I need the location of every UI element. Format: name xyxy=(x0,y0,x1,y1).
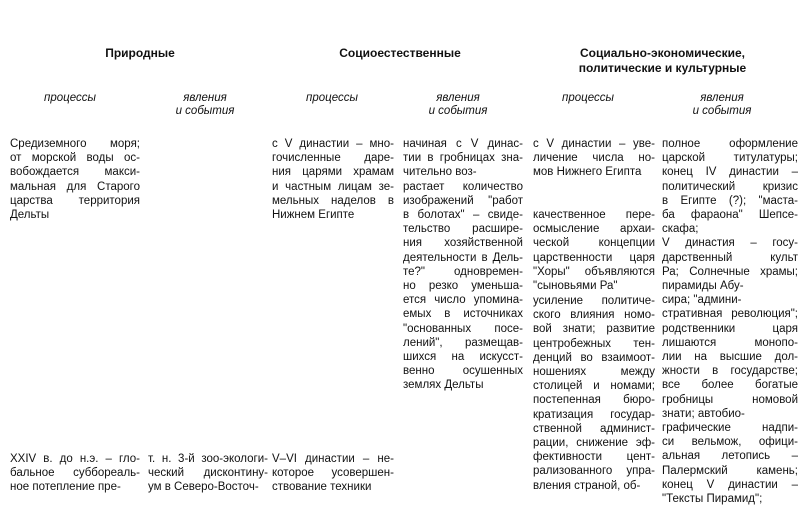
text-line: ствование техники xyxy=(272,481,372,494)
text-line: ческой концепции xyxy=(533,237,655,250)
subheader-processes-2: процессы xyxy=(306,92,358,104)
subheader-processes-1: процессы xyxy=(44,92,96,104)
text-line: рации, снижение эф- xyxy=(533,437,655,449)
text-line: ношениях между xyxy=(533,366,655,378)
text-line: с V династии – мно- xyxy=(272,138,394,150)
text-line: ческий дисконтину- xyxy=(148,467,268,480)
text-line: венно осушенных xyxy=(403,365,523,378)
text-line: но резко уменьша- xyxy=(403,280,523,292)
text-line: жности в государстве; xyxy=(662,365,798,378)
text-line: "сыновьями Ра" xyxy=(533,280,618,292)
header-socio: Социоестественные xyxy=(339,46,461,60)
subheader-processes-3: процессы xyxy=(562,92,614,104)
text-line: ния хозяйственной xyxy=(403,237,523,250)
text-line: политический кризис xyxy=(662,180,798,193)
header-nature: Природные xyxy=(105,46,175,60)
text-line: те?" одновремен- xyxy=(403,265,523,278)
text-line: мальная для Старого xyxy=(10,180,140,193)
text-line: "Тексты Пирамид"; xyxy=(662,493,763,505)
text-line: от морской воды ос- xyxy=(10,152,140,165)
text-line: гробницы номовой xyxy=(662,393,798,406)
text-line: в Египте (?); "маста- xyxy=(662,194,798,207)
text-line: ния царями храмам xyxy=(272,166,394,179)
text-line: дарственный культ xyxy=(662,251,798,264)
text-line: альная летопись – xyxy=(662,450,798,463)
text-line: фективности цент- xyxy=(533,451,655,464)
subheader-phenomena-2a: явления xyxy=(436,92,480,104)
header-socioeco-line1: Социально-экономические, xyxy=(579,46,746,60)
text-line: в болотах" – свиде- xyxy=(403,209,523,221)
text-line: родственники царя xyxy=(662,322,798,335)
text-line: бальное суббореаль- xyxy=(10,467,140,480)
subheader-phenomena-1b: и события xyxy=(175,105,235,117)
text-line: "Хоры" объявляются xyxy=(533,265,655,278)
text-line: конец V династии – xyxy=(662,478,798,491)
text-line: Ра; Солнечные храмы; xyxy=(662,265,798,278)
text-line: мов Нижнего Египта xyxy=(533,166,642,179)
text-line: Дельты xyxy=(10,209,50,221)
text-line: гочисленные даре- xyxy=(272,152,394,165)
text-line: V династия – госу- xyxy=(662,237,798,250)
text-line: "основанных посе- xyxy=(403,322,523,335)
text-line: рализованного упра- xyxy=(533,465,655,478)
text-line: изображений "работ xyxy=(403,194,523,207)
text-line: столицей и номами; xyxy=(533,380,655,393)
subheader-phenomena-1a: явления xyxy=(183,92,227,104)
text-line: мельных наделов в xyxy=(272,194,394,207)
text-line: пирамиды Абу- xyxy=(662,280,744,292)
text-line: лений", размещав- xyxy=(403,336,523,349)
text-line: конец IV династии – xyxy=(662,166,798,179)
text-line: денций во взаимоот- xyxy=(533,351,655,364)
text-line: знати; автобио- xyxy=(662,407,745,420)
text-line: все более богатые xyxy=(662,379,798,392)
text-line: т. н. 3-й зоо-экологи- xyxy=(148,453,268,465)
text-line: царской титулатуры; xyxy=(662,152,798,165)
text-line: V–VI династии – не- xyxy=(272,453,394,465)
text-line: ное потепление пре- xyxy=(10,481,121,494)
text-line: личение числа но- xyxy=(533,152,655,165)
text-line: ственной админист- xyxy=(533,422,655,435)
text-line: Палермский камень; xyxy=(662,464,798,477)
text-line: графические надпи- xyxy=(662,422,798,434)
text-line: ум в Северо-Восточ- xyxy=(148,481,259,494)
text-line: начиная с V динас- xyxy=(403,138,523,150)
subheader-phenomena-2b: и события xyxy=(428,105,488,117)
text-line: и частным лицам зе- xyxy=(272,180,394,193)
text-line: кратизация государ- xyxy=(533,408,655,421)
text-line: качественное пере- xyxy=(533,209,655,221)
text-line: тельство расшире- xyxy=(403,223,523,236)
text-line: землях Дельты xyxy=(403,379,484,392)
text-line: вой знати; развитие xyxy=(533,323,655,336)
text-line: полное оформление xyxy=(662,138,798,150)
text-line: постепенная бюро- xyxy=(533,394,655,407)
text-line: которое усовершен- xyxy=(272,467,394,480)
text-line: скафа; xyxy=(662,223,699,236)
text-line: Средиземного моря; xyxy=(10,138,140,150)
text-line: чительно воз- xyxy=(403,166,477,179)
text-line: деятельности в Дель- xyxy=(403,251,523,264)
text-line: с V династии – уве- xyxy=(533,138,655,150)
text-line: стративная революция"; xyxy=(662,308,798,321)
text-line: усиление политиче- xyxy=(533,295,655,307)
text-line: растает количество xyxy=(403,180,523,193)
subheader-phenomena-3a: явления xyxy=(700,92,744,104)
text-line: вобождается макси- xyxy=(10,166,140,179)
subheader-phenomena-3b: и события xyxy=(692,105,752,117)
text-line: Нижнем Египте xyxy=(272,209,355,221)
text-line: царства территория xyxy=(10,194,140,207)
text-line: царственности царя xyxy=(533,251,655,264)
text-line: тии в гробницах зна- xyxy=(403,152,523,165)
text-line: ба фараона" Шепсе- xyxy=(662,209,798,221)
text-line: ского влияния номо- xyxy=(533,309,655,322)
text-line: ется число упомина- xyxy=(403,294,523,307)
text-line: центробежных тен- xyxy=(533,337,655,350)
text-line: осмысление архаи- xyxy=(533,223,655,236)
text-line: си вельмож, офици- xyxy=(662,436,798,449)
text-line: лишаются монопо- xyxy=(662,336,798,349)
text-line: лии на высшие дол- xyxy=(662,351,798,363)
text-line: емых в источниках xyxy=(403,308,523,321)
text-line: XXIV в. до н.э. – гло- xyxy=(10,453,140,465)
text-line: шихся на искусст- xyxy=(403,351,523,363)
text-line: вления страной, об- xyxy=(533,479,641,492)
text-line: сира; "админи- xyxy=(662,294,742,307)
header-socioeco-line2: политические и культурные xyxy=(578,61,747,75)
